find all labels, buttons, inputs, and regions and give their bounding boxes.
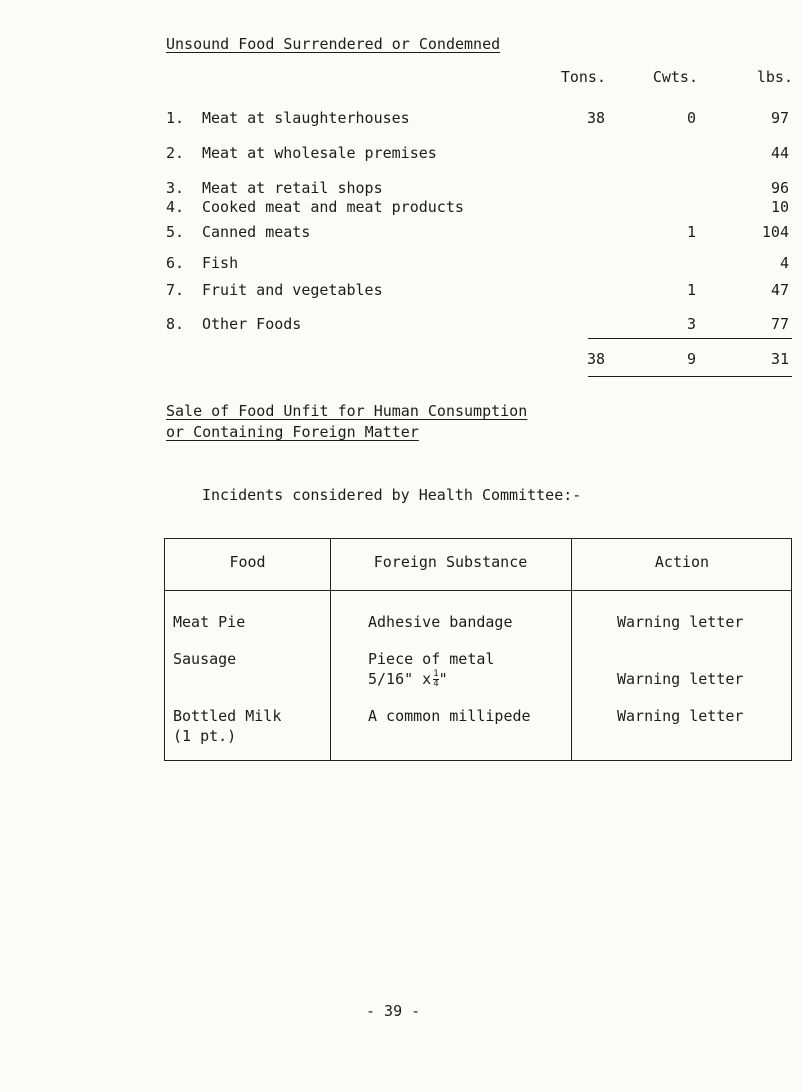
col-divider-2	[571, 539, 572, 760]
row3-action: Warning letter	[617, 707, 744, 725]
row-number: 7.	[166, 281, 185, 299]
row-item: Meat at wholesale premises	[202, 144, 437, 162]
row-item: Canned meats	[202, 223, 311, 241]
total-lbs: 31	[770, 350, 789, 368]
col-header-action: Action	[654, 553, 710, 571]
row3-food-qty: (1 pt.)	[173, 727, 237, 745]
incidents-intro: Incidents considered by Health Committee:-	[202, 486, 582, 504]
row-item: Cooked meat and meat products	[202, 198, 464, 216]
total-rule-top	[588, 338, 792, 339]
row-number: 4.	[166, 198, 185, 216]
row2-substance-size	[368, 670, 448, 689]
row-number: 3.	[166, 179, 185, 197]
row-item: Fish	[202, 254, 239, 272]
fraction-numerator: 1	[433, 669, 439, 679]
row-cwts: 1	[686, 281, 696, 299]
row2-food: Sausage	[173, 650, 237, 668]
row-item: Meat at slaughterhouses	[202, 109, 410, 127]
section1-title: Unsound Food Surrendered or Condemned	[166, 35, 501, 53]
header-cwts: Cwts.	[652, 68, 698, 86]
col-header-food: Food	[229, 553, 266, 571]
row-lbs: 10	[770, 198, 789, 216]
fraction-denominator: 4	[433, 679, 439, 689]
row-lbs: 96	[770, 179, 789, 197]
row-lbs: 77	[770, 315, 789, 333]
total-rule-bottom	[588, 376, 792, 377]
row-cwts: 0	[686, 109, 696, 127]
row-lbs: 47	[770, 281, 789, 299]
header-divider	[165, 590, 791, 591]
row-tons: 38	[586, 109, 605, 127]
row2-substance: Piece of metal	[368, 650, 495, 668]
fraction-suffix: "	[438, 670, 448, 688]
row-item: Other Foods	[202, 315, 302, 333]
row1-food: Meat Pie	[173, 613, 246, 631]
row-number: 6.	[166, 254, 185, 272]
row-number: 1.	[166, 109, 185, 127]
row-lbs: 44	[770, 144, 789, 162]
row-cwts: 3	[686, 315, 696, 333]
total-tons: 38	[586, 350, 605, 368]
row-number: 2.	[166, 144, 185, 162]
row3-food: Bottled Milk	[173, 707, 282, 725]
row1-substance: Adhesive bandage	[368, 613, 513, 631]
row2-substance-size-text: 5/16" x	[368, 670, 432, 688]
section2-title-line1: Sale of Food Unfit for Human Consumption	[166, 402, 528, 420]
row3-substance: A common millipede	[368, 707, 531, 725]
row2-action: Warning letter	[617, 670, 744, 688]
col-header-foreign-substance: Foreign Substance	[373, 553, 528, 571]
row-item: Meat at retail shops	[202, 179, 383, 197]
row-lbs: 104	[761, 223, 789, 241]
row1-action: Warning letter	[617, 613, 744, 631]
row-lbs: 97	[770, 109, 789, 127]
row-number: 5.	[166, 223, 185, 241]
row-lbs: 4	[779, 254, 789, 272]
row-item: Fruit and vegetables	[202, 281, 383, 299]
header-tons: Tons.	[560, 68, 606, 86]
total-cwts: 9	[686, 350, 696, 368]
row-cwts: 1	[686, 223, 696, 241]
header-lbs: lbs.	[756, 68, 793, 86]
row-number: 8.	[166, 315, 185, 333]
section2-title-line2: or Containing Foreign Matter	[166, 423, 419, 441]
col-divider-1	[330, 539, 331, 760]
page-number: - 39 -	[366, 1002, 421, 1020]
incidents-table	[164, 538, 792, 761]
